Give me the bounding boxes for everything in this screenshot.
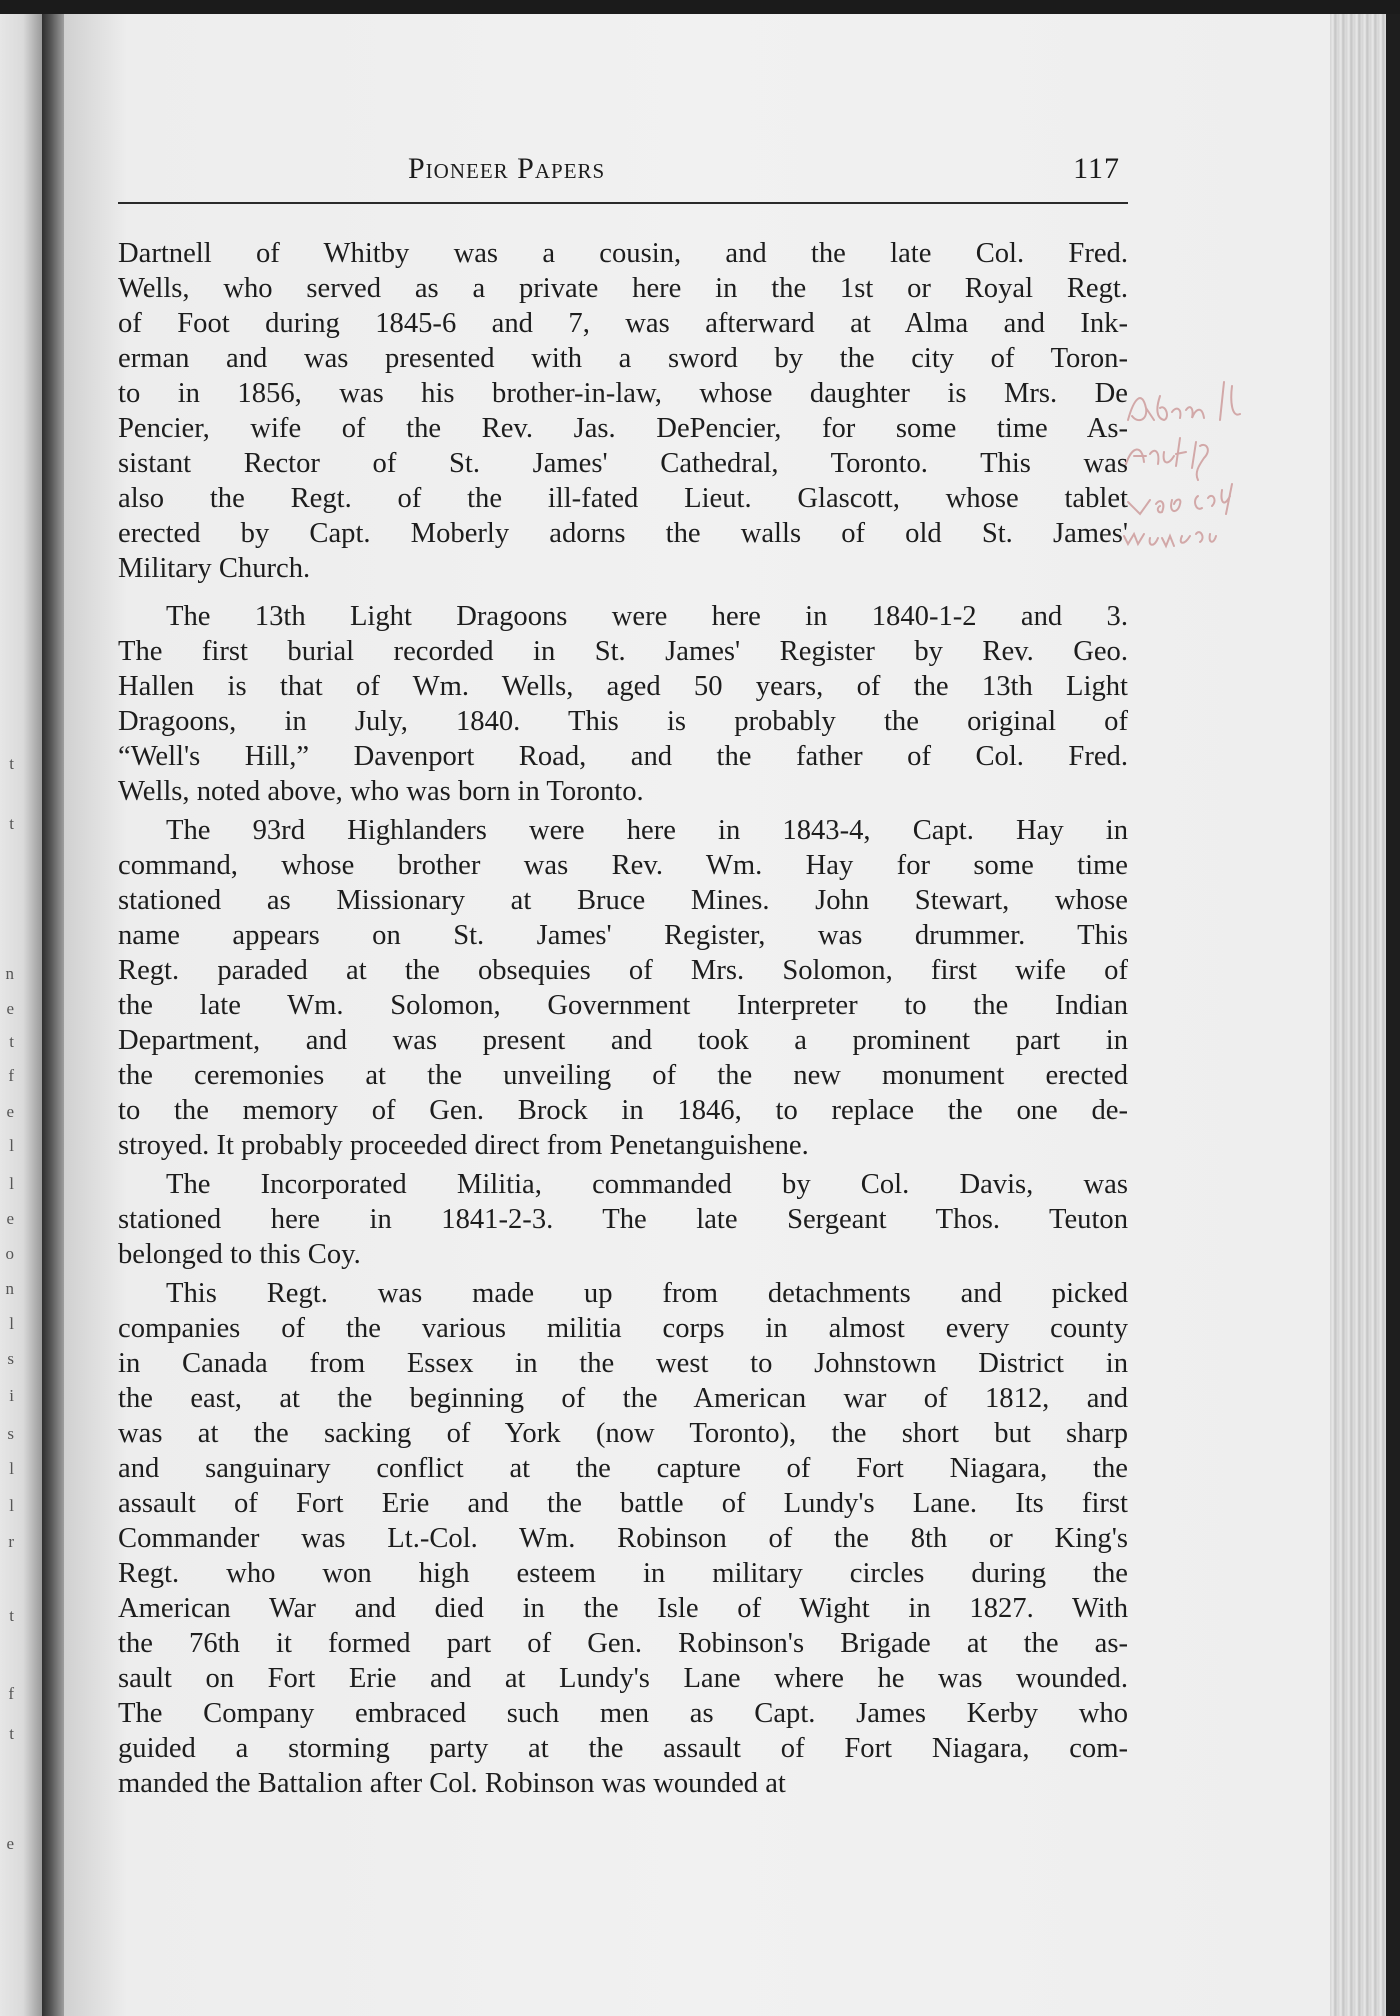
text-line: This Regt. was made up from detachments and picked xyxy=(166,1278,1128,1309)
left-page-fragment: i xyxy=(9,1386,14,1405)
text-line: to in 1856, was his brother-in-law, whose daughter is Mrs. De xyxy=(118,378,1128,409)
text-line: was at the sacking of York (now Toronto), the short but sharp xyxy=(118,1418,1128,1449)
text-line: stationed as Missionary at Bruce Mines. John Stewart, whose xyxy=(118,885,1128,916)
left-page-fragment: l xyxy=(9,1314,14,1333)
text-line: American War and died in the Isle of Wight in 1827. With xyxy=(118,1593,1128,1624)
left-page-fragment: e xyxy=(6,1102,14,1121)
left-page-fragment: o xyxy=(5,1244,14,1263)
text-line: to the memory of Gen. Brock in 1846, to replace the one de- xyxy=(118,1095,1128,1126)
text-line: sistant Rector of St. James' Cathedral, Toronto. This was xyxy=(118,448,1128,479)
body-text xyxy=(118,236,1128,1801)
handwriting-scribble-icon xyxy=(1120,368,1300,568)
text-line: the east, at the beginning of the American war of 1812, and xyxy=(118,1383,1128,1414)
text-line: “Well's Hill,” Davenport Road, and the father of Col. Fred. xyxy=(118,741,1128,772)
page-stack-edge xyxy=(1330,14,1400,2016)
paragraph xyxy=(118,813,1128,1163)
text-line: belonged to this Coy. xyxy=(118,1239,361,1270)
text-line: guided a storming party at the assault of Fort Niagara, com- xyxy=(118,1733,1128,1764)
left-page-fragment: l xyxy=(9,1496,14,1515)
paragraph xyxy=(118,1167,1128,1272)
text-line: also the Regt. of the ill-fated Lieut. Glascott, whose tablet xyxy=(118,483,1128,514)
text-line: of Foot during 1845-6 and 7, was afterward at Alma and Ink- xyxy=(118,308,1128,339)
text-line: Regt. paraded at the obsequies of Mrs. Solomon, first wife of xyxy=(118,955,1128,986)
text-line: Department, and was present and took a prominent part in xyxy=(118,1025,1128,1056)
text-line: Wells, who served as a private here in the 1st or Royal Regt. xyxy=(118,273,1128,304)
left-page-fragment: r xyxy=(8,1532,14,1551)
left-page-fragment: t xyxy=(9,1724,14,1743)
text-line: The 93rd Highlanders were here in 1843-4, Capt. Hay in xyxy=(166,815,1128,846)
text-line: Hallen is that of Wm. Wells, aged 50 years, of the 13th Light xyxy=(118,671,1128,702)
text-line: The Incorporated Militia, commanded by Col. Davis, was xyxy=(166,1169,1128,1200)
text-line: the 76th it formed part of Gen. Robinson's Brigade at the as- xyxy=(118,1628,1128,1659)
text-line: erman and was presented with a sword by the city of Toron- xyxy=(118,343,1128,374)
text-line: assault of Fort Erie and the battle of Lundy's Lane. Its first xyxy=(118,1488,1128,1519)
text-line: and sanguinary conflict at the capture of Fort Niagara, the xyxy=(118,1453,1128,1484)
text-line: sault on Fort Erie and at Lundy's Lane where he was wounded. xyxy=(118,1663,1128,1694)
text-line: The Company embraced such men as Capt. James Kerby who xyxy=(118,1698,1128,1729)
text-line: Commander was Lt.-Col. Wm. Robinson of the 8th or King's xyxy=(118,1523,1128,1554)
paragraph xyxy=(118,236,1128,586)
text-line: The first burial recorded in St. James' Register by Rev. Geo. xyxy=(118,636,1128,667)
text-line: stationed here in 1841-2-3. The late Sergeant Thos. Teuton xyxy=(118,1204,1128,1235)
text-line: companies of the various militia corps in almost every county xyxy=(118,1313,1128,1344)
text-line: Pencier, wife of the Rev. Jas. DePencier, for some time As- xyxy=(118,413,1128,444)
left-page-fragment: l xyxy=(9,1459,14,1478)
text-line: the ceremonies at the unveiling of the new monument erected xyxy=(118,1060,1128,1091)
text-line: Dragoons, in July, 1840. This is probably the original of xyxy=(118,706,1128,737)
left-page-fragment: n xyxy=(5,964,14,983)
text-line: The 13th Light Dragoons were here in 1840-1-2 and 3. xyxy=(166,601,1128,632)
running-head-title: Pioneer Papers xyxy=(408,152,606,185)
text-line: in Canada from Essex in the west to Johnstown District in xyxy=(118,1348,1128,1379)
text-line: command, whose brother was Rev. Wm. Hay for some time xyxy=(118,850,1128,881)
text-line: Regt. who won high esteem in military circles during the xyxy=(118,1558,1128,1589)
running-head xyxy=(118,152,1120,192)
left-page-fragment: e xyxy=(6,1209,14,1228)
left-page-fragment: l xyxy=(9,1136,14,1155)
left-page-fragment: t xyxy=(9,754,14,773)
text-line: stroyed. It probably proceeded direct from Penetanguishene. xyxy=(118,1130,809,1161)
left-page-fragment: t xyxy=(9,1032,14,1051)
left-page-fragment: s xyxy=(7,1349,14,1368)
paragraph xyxy=(118,1276,1128,1801)
scan-top-shadow xyxy=(0,0,1400,14)
text-line: the late Wm. Solomon, Government Interpreter to the Indian xyxy=(118,990,1128,1021)
left-page-fragment: f xyxy=(8,1066,14,1085)
text-line: manded the Battalion after Col. Robinson was wounded at xyxy=(118,1768,786,1799)
left-page-fragment: t xyxy=(9,814,14,833)
left-page-fragment: l xyxy=(9,1174,14,1193)
paragraph xyxy=(118,599,1128,809)
text-line: erected by Capt. Moberly adorns the walls of old St. James' xyxy=(118,518,1128,549)
left-page-fragment: s xyxy=(7,1424,14,1443)
paragraph-gap xyxy=(118,586,1128,599)
left-page-fragment: t xyxy=(9,1606,14,1625)
left-page-fragment: e xyxy=(6,999,14,1018)
header-rule xyxy=(118,202,1128,204)
left-page-fragment: n xyxy=(5,1279,14,1298)
book-gutter xyxy=(42,14,64,2016)
margin-annotation xyxy=(1120,368,1300,568)
text-line: Military Church. xyxy=(118,553,311,584)
page-number: 117 xyxy=(1073,152,1120,185)
text-line: name appears on St. James' Register, was drummer. This xyxy=(118,920,1128,951)
text-line: Wells, noted above, who was born in Toronto. xyxy=(118,776,644,807)
left-page-fragment: f xyxy=(8,1684,14,1703)
left-page-fragment: e xyxy=(6,1834,14,1853)
text-line: Dartnell of Whitby was a cousin, and the late Col. Fred. xyxy=(118,238,1128,269)
left-page-edge xyxy=(0,14,42,2016)
